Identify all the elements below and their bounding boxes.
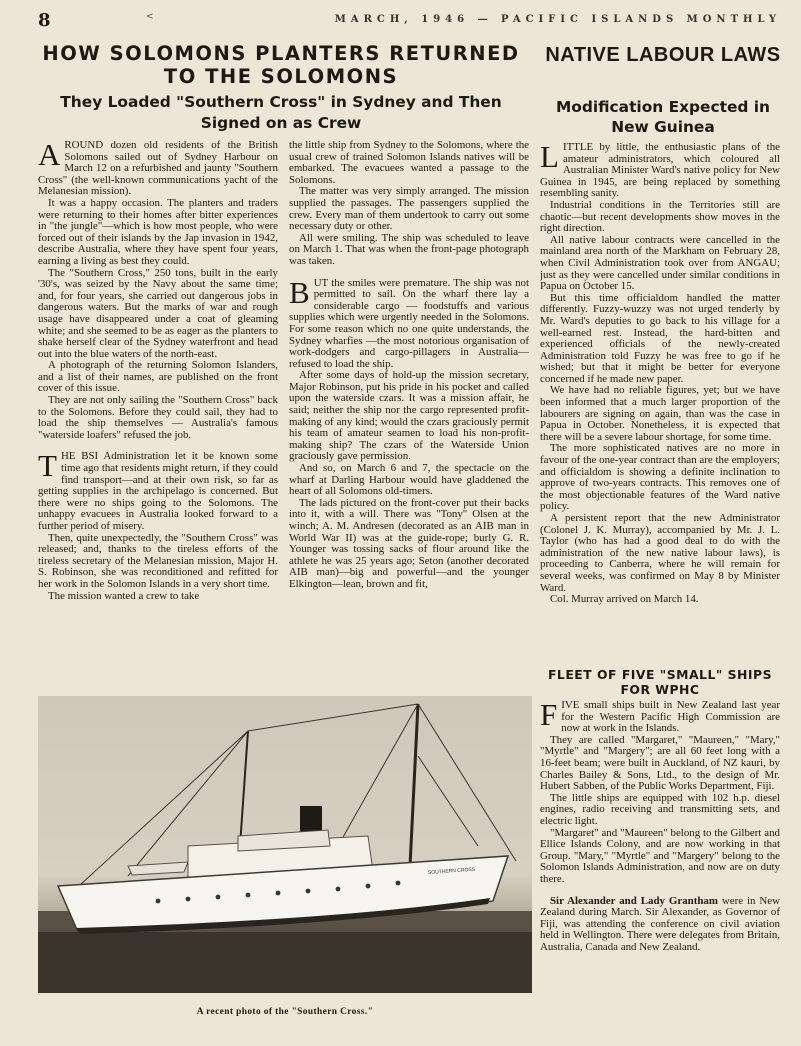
native-labour-headline: NATIVE LABOUR LAWS: [545, 44, 781, 66]
paragraph: They are called "Margaret," "Maureen," "Mary," "Myrtle" and "Margery"; are all 60 feet long with a 16-feet beam; were built in Auckland, of NZ kauri, by Charles Bailey & Sons, Ltd., to the design of Mr. Hubert Sabben, of the Public Works Department, Fiji.: [540, 733, 780, 793]
paragraph: IVE small ships built in New Zealand last year for the Western Pacific High Commission are now at work in the Islands.: [561, 700, 780, 735]
paragraph: Industrial conditions in the Territories still are chaotic—but recent developments show moves in the right direction.: [540, 198, 780, 235]
bold-lead: Sir Alexander and Lady Grantham: [550, 894, 718, 907]
ship-photo: [38, 696, 532, 993]
fore-mast: [240, 731, 248, 846]
rigging: [418, 756, 478, 846]
paragraph: It was a happy occasion. The planters and traders were returning to their homes after bitter experiences in "the jungle"—which is how most people, who were forced out of their islands by the Jap invasion in 1942, describe Australia, where they have spent four years, earning a living as best they could.: [38, 196, 278, 267]
drop-cap: B: [289, 274, 310, 310]
drop-cap: F: [540, 700, 558, 732]
paragraph: All were smiling. The ship was scheduled to leave on March 1. That was when the front-page photograph was taken.: [289, 231, 529, 267]
paragraph: The matter was very simply arranged. The mission supplied the passages. The passengers supplied the crew. Every man of them undertook to carry out some necessary duty or other.: [289, 185, 529, 233]
paragraph: The "Southern Cross," 250 tons, built in the early '30's, was seized by the Navy about the same time; and, for four years, she carried out dangerous jobs in dangerous waters. But the marks of war and rough usage have disappeared under a coat of gleaming white; and she seemed to be as eager as the planters to shake herself clear of the Sydney waterfront and head out into the blue waters of the north-east.: [38, 266, 278, 360]
native-labour-subhead: Modification Expected in New Guinea: [555, 98, 771, 136]
paragraph: the little ship from Sydney to the Solomons, where the usual crew of trained Solomon Islands natives will be embarked. The evacuees wanted a passage to the Solomons.: [289, 140, 529, 186]
drop-cap: L: [540, 142, 559, 174]
paragraph: Col. Murray arrived on March 14.: [550, 593, 699, 606]
paragraph: Then, quite unexpectedly, the "Southern Cross" was released; and, thanks to the tireless efforts of the tireless secretary of the Melanesian mission, Major H. S. Robinson, she was reconditioned and refitted for her work in the Solomon Islands in a very short time.: [38, 531, 278, 590]
main-subhead: They Loaded "Southern Cross" in Sydney and Then Signed on as Crew: [60, 93, 502, 132]
paragraph: The little ships are equipped with 102 h.p. diesel engines, radio receiving and transmitting sets, and electric light.: [540, 791, 780, 827]
water-shadow: [38, 932, 532, 993]
paragraph: The mission wanted a crew to take: [48, 589, 200, 602]
paragraph: They are not only sailing the "Southern Cross" back to the Solomons. Before they could sail, they had to load the ship themselves — Australia's famous "waterside loafers" refused the job.: [38, 394, 278, 441]
photo-caption: A recent photo of the "Southern Cross.": [196, 1007, 374, 1017]
main-article-column-2: [289, 140, 529, 688]
paragraph: But this time officialdom handled the matter differently. Fuzzy-wuzzy was not urged tenderly by Mr. Ward's deputies to go back to his village for a well-earned rest. Instead, the hard-bitten and experienced officials of the newly-created Administration told Fuzzy he was free to go if he wished; but that it might be better for everyone concerned if he made new paper.: [540, 291, 780, 385]
paragraph: We have had no reliable figures, yet; but we have been informed that a much larger proportion of the labourers are signing on again, than was the case in Papua in October. Nonetheless, it is expected that there will be a severe labour shortage, for some time.: [540, 384, 780, 443]
paragraph: A photograph of the returning Solomon Islanders, and a list of their names, are published on the front cover of this issue.: [38, 359, 278, 395]
main-headline: HOW SOLOMONS PLANTERS RETURNED TO THE SOLOMONS: [42, 42, 520, 88]
main-article-column-1: [38, 140, 278, 688]
native-labour-column: [540, 142, 780, 672]
paragraph: were in New Zealand during March. Sir Alexander, as Governor of Fiji, was attending the conference on civil aviation held in Wellington. There were delegates from Britain, Australia, Canada and New Zealand.: [540, 894, 780, 953]
rigging: [338, 704, 418, 846]
running-title: MARCH, 1946 — PACIFIC ISLANDS MONTHLY: [334, 14, 781, 25]
rigging: [248, 704, 418, 731]
paragraph: All native labour contracts were cancelled in the mainland area north of the Markham on February 28, when Civil Administration took over from ANGAU; just as they were cancelled under similar conditions in Papua on October 15.: [540, 233, 780, 293]
ship-illustration: [38, 696, 532, 993]
paragraph: "Margaret" and "Maureen" belong to the Gilbert and Ellice Islands Colony, and are now working in that Group. "Mary," "Myrtle" and "Margery" belong to the Solomon Islands Administration, and now are on duty there.: [540, 826, 780, 885]
paragraph: HE BSI Administration let it be known some time ago that residents might return, if they could find transport—and at their own risk, so far as getting supplies in the archipelago is concerned. But there were no ships going to the Solomons. The unhappy evacuees in Australia looked forward to a further period of misery.: [38, 450, 278, 532]
paragraph: ROUND dozen old residents of the British Solomons sailed out of Sydney Harbour on March 12 on a refurbished and jaunty "Southern Cross" (the well-known communications yacht of the Melanesian mission).: [38, 140, 278, 198]
page-number: 8: [38, 10, 51, 31]
paragraph: The more sophisticated natives are no more in favour of the one-year contract than are the employers; and officialdom is showing a definite inclination to approve of two-years contracts. This removes one of the most objectionable features of the Ward native policy.: [540, 442, 780, 513]
hull-name: SOUTHERN CROSS: [427, 866, 476, 876]
paragraph: The lads pictured on the front-cover put their backs into it, with a will. There was "Tony" Olsen at the winch; A. M. Andresen (decorated as an AIB man in World War II) was at the guide-rope; burly G. R. Younger was tossing sacks of flour around like the athlete he was 25 years ago; Seton (another decorated AIB man)—big and powerful—and the younger Elkington—lean, brown and fit,: [289, 496, 529, 590]
paragraph: A persistent report that the new Administrator (Colonel J. K. Murray), accompanied by Mr. J. L. Taylor (who has had a good deal to do with the administration of the new native labour laws), is proceeding to Canberra, where he will remain for several weeks, was confirmed on May 8 by Minister Ward.: [540, 512, 780, 594]
lifeboat: [128, 862, 188, 875]
paragraph: After some days of hold-up the mission secretary, Major Robinson, put his pride in his pocket and called upon the waterside czars. It was a mission affair, he said; neither the ship nor the cargo represented profit-making of any kind; would the czars graciously permit his team of amateur seamen to load his non-profit-making ship? The czars of the Waterside Union graciously gave permission.: [289, 369, 529, 463]
paragraph: ITTLE by little, the enthusiastic plans of the amateur administrators, which coloured all Australian Minister Ward's native policy for New Guinea in 1945, are being replaced by something resembling sanity.: [540, 142, 780, 200]
fleet-column: [540, 700, 780, 1018]
main-mast: [410, 704, 418, 866]
drop-cap: A: [38, 140, 61, 172]
fleet-headline: FLEET OF FIVE "SMALL" SHIPS FOR WPHC: [547, 667, 773, 697]
rigging: [418, 704, 516, 861]
paragraph: And so, on March 6 and 7, the spectacle on the wharf at Darling Harbour would have gladdened the heart of all Solomons old-timers.: [289, 462, 529, 498]
paragraph: UT the smiles were premature. The ship was not permitted to sail. On the wharf there lay a considerable cargo — foodstuffs and various supplies which were urgently needed in the Solomons. For some reason which no one quite understands, the Sydney wharfies —the most notorious organisation of work-dodgers and cargo-pillagers in Australia—refused to load the ship.: [289, 276, 529, 370]
margin-tick: <: [146, 12, 154, 22]
drop-cap: T: [38, 448, 57, 484]
